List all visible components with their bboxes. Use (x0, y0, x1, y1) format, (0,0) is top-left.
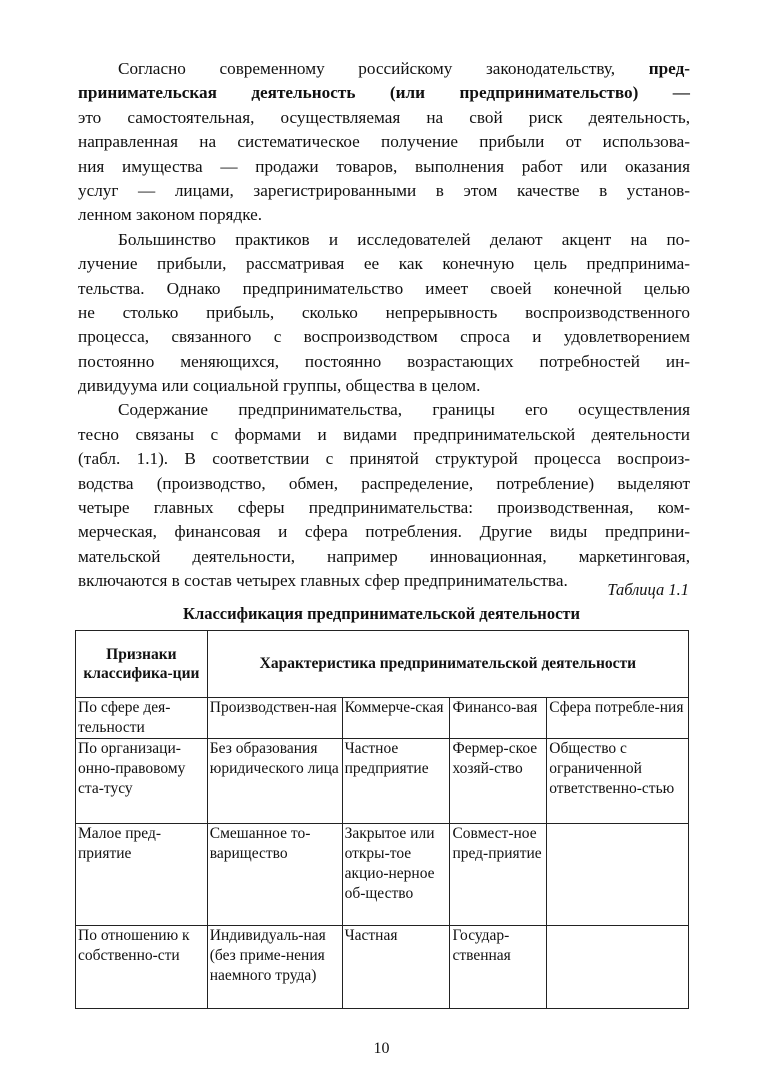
table-cell: Государ-ственная (450, 926, 547, 1009)
text-line (78, 545, 690, 569)
row-criterion: По сфере дея-тельности (76, 698, 208, 739)
text-line (78, 374, 690, 398)
text-segment: это самостоятельная, осуществляемая на свой риск деятельность, (78, 107, 690, 127)
table-cell: Сфера потребле-ния (547, 698, 689, 739)
text-segment: дивидуума или социальной группы, общества в целом. (78, 376, 481, 396)
text-segment: Содержание предпринимательства, границы его осуществления (118, 400, 690, 420)
text-line (78, 447, 690, 471)
text-line (78, 252, 690, 276)
text-segment: мерческая, финансовая и сфера потребления. Другие виды предприни- (78, 522, 690, 542)
text-line (78, 325, 690, 349)
table-cell: Частное предприятие (342, 739, 450, 824)
table-cell: Производствен-ная (207, 698, 342, 739)
text-line (78, 496, 690, 520)
table-cell: Индивидуаль-ная (без приме-нения наемного труда) (207, 926, 342, 1009)
text-segment: тесно связаны с формами и видами предпринимательской деятельности (78, 424, 690, 444)
paragraph (78, 398, 690, 593)
table-cell: Без образования юридического лица (207, 739, 342, 824)
text-line (78, 81, 690, 105)
table-cell (547, 824, 689, 926)
text-segment: направленная на систематическое получение прибыли от использова- (78, 132, 690, 152)
bold-term: пред- (648, 59, 690, 78)
text-segment: не столько прибыль, сколько непрерывность воспроизводственного (78, 302, 690, 322)
row-criterion: По отношению к собственно-сти (76, 926, 208, 1009)
text-line (78, 350, 690, 374)
table-row (76, 926, 689, 1009)
table-header-row (76, 631, 689, 698)
bold-term: принимательская деятельность (или предпринимательство) — (78, 83, 690, 103)
text-segment: процесса, связанного с воспроизводством спроса и удовлетворением (78, 327, 690, 347)
text-segment: водства (производство, обмен, распределение, потребление) выделяют (78, 473, 690, 493)
table-caption: Таблица 1.1 (607, 580, 689, 599)
body-text (78, 57, 690, 594)
table-cell: Коммерче-ская (342, 698, 450, 739)
text-line (78, 130, 690, 154)
text-segment: четыре главных сферы предпринимательства: производственная, ком- (78, 498, 690, 518)
text-segment: Согласно современному российскому законодательству, (118, 59, 649, 78)
table-cell: Общество с ограниченной ответственно-стью (547, 739, 689, 824)
table-cell: Смешанное то-варищество (207, 824, 342, 926)
text-line (78, 106, 690, 130)
text-segment: услуг — лицами, зарегистрированными в этом качестве в установ- (78, 180, 690, 200)
table-row (76, 824, 689, 926)
table-title: Классификация предпринимательской деятельности (182, 604, 580, 623)
text-line (78, 57, 690, 81)
header-characteristics: Характеристика предпринимательской деятельности (207, 631, 688, 698)
text-segment: мательской деятельности, например инновационная, маркетинговая, (78, 546, 690, 566)
text-segment: Большинство практиков и исследователей делают акцент на по- (118, 229, 690, 249)
table-cell: Закрытое или откры-тое акцио-нерное об-щество (342, 824, 450, 926)
text-line (78, 277, 690, 301)
table-row (76, 698, 689, 739)
text-line (78, 155, 690, 179)
table-row (76, 739, 689, 824)
text-line (78, 301, 690, 325)
table-cell: Финансо-вая (450, 698, 547, 739)
text-segment: включаются в состав четырех главных сфер предпринимательства. (78, 571, 568, 591)
text-segment: тельства. Однако предпринимательство имеет своей конечной целью (78, 278, 690, 298)
text-segment: лучение прибыли, рассматривая ее как конечную цель предпринима- (78, 254, 690, 274)
text-line (78, 179, 690, 203)
table-cell (547, 926, 689, 1009)
text-line (78, 423, 690, 447)
text-segment: (табл. 1.1). В соответствии с принятой структурой процесса воспроиз- (78, 449, 690, 469)
text-segment: ния имущества — продажи товаров, выполнения работ или оказания (78, 156, 690, 176)
row-criterion: Малое пред-приятие (76, 824, 208, 926)
text-line (78, 228, 690, 252)
classification-table (75, 630, 689, 1009)
text-line (78, 569, 690, 593)
text-line (78, 398, 690, 422)
paragraph (78, 57, 690, 228)
text-line (78, 203, 690, 227)
page-number: 10 (373, 1040, 390, 1057)
row-criterion: По организаци-онно-правовому ста-тусу (76, 739, 208, 824)
table-cell: Совмест-ное пред-приятие (450, 824, 547, 926)
header-criteria: Признаки классифика-ции (76, 631, 208, 698)
text-segment: постоянно меняющихся, постоянно возрастающих потребностей ин- (78, 351, 690, 371)
table-cell: Частная (342, 926, 450, 1009)
text-line (78, 472, 690, 496)
paragraph (78, 228, 690, 399)
table-cell: Фермер-ское хозяй-ство (450, 739, 547, 824)
text-segment: ленном законом порядке. (78, 205, 263, 225)
text-line (78, 520, 690, 544)
